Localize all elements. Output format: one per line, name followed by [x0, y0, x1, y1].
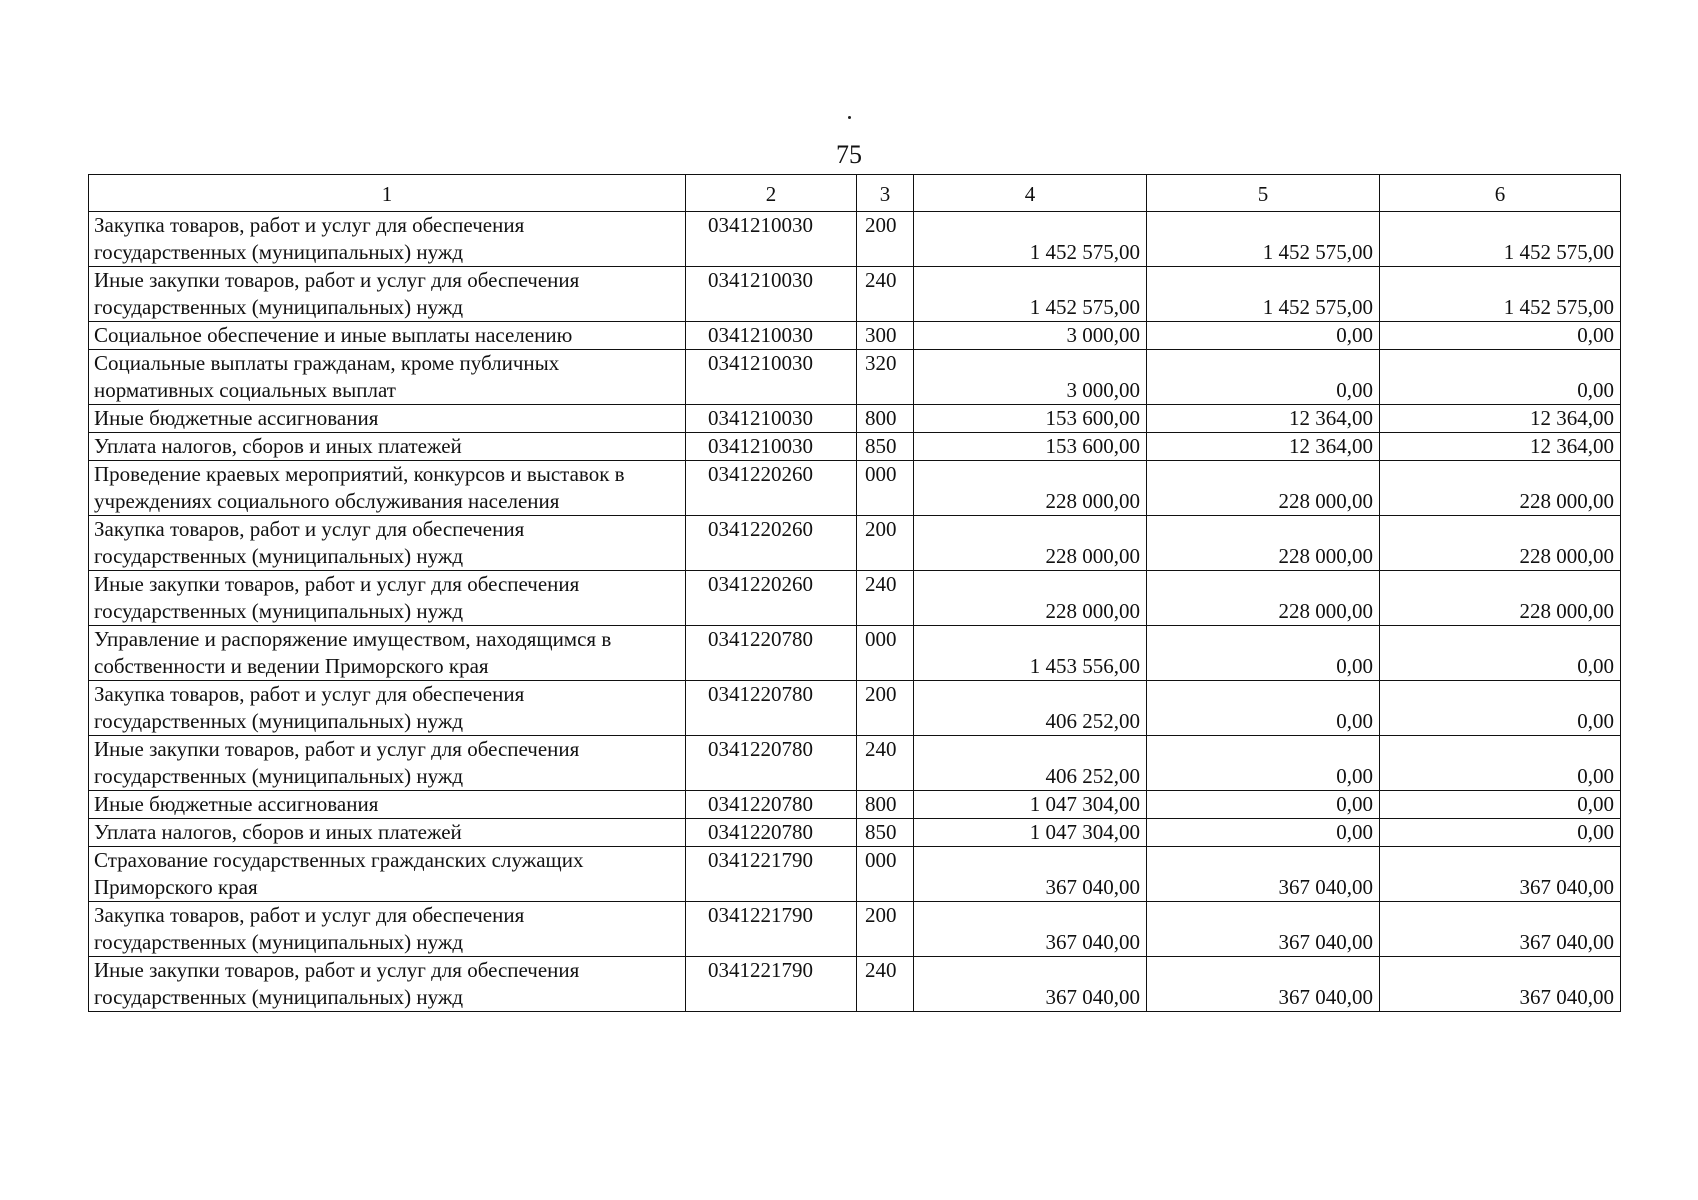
row-value-col6-cell: 0,00	[1380, 626, 1621, 681]
row-code-cell: 0341220780	[686, 791, 857, 819]
table-row	[89, 267, 1621, 322]
row-name-cell: Управление и распоряжение имуществом, находящимся в собственности и ведении Приморского края	[89, 626, 686, 681]
row-value-col4-cell: 1 452 575,00	[914, 267, 1147, 322]
row-code-cell: 0341220260	[686, 516, 857, 571]
row-name-cell: Проведение краевых мероприятий, конкурсов и выставок в учреждениях социального обслуживания населения	[89, 461, 686, 516]
row-value-col4-cell: 153 600,00	[914, 433, 1147, 461]
row-value-col4-cell: 406 252,00	[914, 736, 1147, 791]
row-value-col4-cell: 153 600,00	[914, 405, 1147, 433]
row-value-col6-cell: 367 040,00	[1380, 902, 1621, 957]
row-code-cell: 0341220780	[686, 736, 857, 791]
table-row	[89, 957, 1621, 1012]
row-code-cell: 0341210030	[686, 267, 857, 322]
row-name-cell: Иные бюджетные ассигнования	[89, 791, 686, 819]
row-value-col6-cell: 0,00	[1380, 350, 1621, 405]
row-value-col6-cell: 1 452 575,00	[1380, 212, 1621, 267]
table-row	[89, 791, 1621, 819]
row-value-col5-cell: 12 364,00	[1147, 405, 1380, 433]
table-row	[89, 736, 1621, 791]
row-value-col6-cell: 12 364,00	[1380, 405, 1621, 433]
column-number-header-row	[89, 175, 1621, 212]
row-type-cell: 240	[857, 957, 914, 1012]
row-name-cell: Иные закупки товаров, работ и услуг для обеспечения государственных (муниципальных) нужд	[89, 957, 686, 1012]
row-value-col4-cell: 1 452 575,00	[914, 212, 1147, 267]
row-value-col6-cell: 0,00	[1380, 681, 1621, 736]
row-name-cell: Иные закупки товаров, работ и услуг для обеспечения государственных (муниципальных) нужд	[89, 736, 686, 791]
row-value-col4-cell: 228 000,00	[914, 571, 1147, 626]
row-name-cell: Закупка товаров, работ и услуг для обеспечения государственных (муниципальных) нужд	[89, 902, 686, 957]
row-code-cell: 0341221790	[686, 847, 857, 902]
row-value-col6-cell: 367 040,00	[1380, 957, 1621, 1012]
row-code-cell: 0341210030	[686, 405, 857, 433]
row-value-col4-cell: 3 000,00	[914, 322, 1147, 350]
row-type-cell: 240	[857, 571, 914, 626]
row-code-cell: 0341220780	[686, 681, 857, 736]
row-code-cell: 0341220780	[686, 626, 857, 681]
row-code-cell: 0341220780	[686, 819, 857, 847]
row-value-col4-cell: 367 040,00	[914, 957, 1147, 1012]
row-value-col5-cell: 0,00	[1147, 322, 1380, 350]
table-row	[89, 902, 1621, 957]
row-code-cell: 0341221790	[686, 957, 857, 1012]
table-row	[89, 571, 1621, 626]
row-code-cell: 0341221790	[686, 902, 857, 957]
row-code-cell: 0341210030	[686, 322, 857, 350]
row-type-cell: 300	[857, 322, 914, 350]
row-value-col6-cell: 367 040,00	[1380, 847, 1621, 902]
scan-dot-mark	[848, 116, 851, 119]
row-name-cell: Закупка товаров, работ и услуг для обеспечения государственных (муниципальных) нужд	[89, 212, 686, 267]
row-value-col4-cell: 367 040,00	[914, 902, 1147, 957]
row-value-col5-cell: 0,00	[1147, 791, 1380, 819]
row-name-cell: Социальное обеспечение и иные выплаты населению	[89, 322, 686, 350]
row-code-cell: 0341210030	[686, 433, 857, 461]
row-name-cell: Уплата налогов, сборов и иных платежей	[89, 433, 686, 461]
row-name-cell: Закупка товаров, работ и услуг для обеспечения государственных (муниципальных) нужд	[89, 681, 686, 736]
row-value-col5-cell: 0,00	[1147, 681, 1380, 736]
row-value-col6-cell: 228 000,00	[1380, 571, 1621, 626]
row-name-cell: Закупка товаров, работ и услуг для обеспечения государственных (муниципальных) нужд	[89, 516, 686, 571]
row-code-cell: 0341210030	[686, 350, 857, 405]
row-type-cell: 200	[857, 516, 914, 571]
table-row	[89, 516, 1621, 571]
row-code-cell: 0341220260	[686, 461, 857, 516]
column-header-1: 1	[89, 175, 686, 212]
row-value-col4-cell: 3 000,00	[914, 350, 1147, 405]
row-type-cell: 200	[857, 681, 914, 736]
column-header-3: 3	[857, 175, 914, 212]
column-header-6: 6	[1380, 175, 1621, 212]
row-value-col5-cell: 0,00	[1147, 626, 1380, 681]
table-row	[89, 461, 1621, 516]
row-value-col6-cell: 228 000,00	[1380, 461, 1621, 516]
row-type-cell: 850	[857, 433, 914, 461]
table-body	[89, 175, 1621, 1012]
row-code-cell: 0341210030	[686, 212, 857, 267]
row-type-cell: 200	[857, 212, 914, 267]
row-value-col5-cell: 228 000,00	[1147, 516, 1380, 571]
row-value-col5-cell: 0,00	[1147, 819, 1380, 847]
row-type-cell: 000	[857, 847, 914, 902]
row-type-cell: 000	[857, 626, 914, 681]
row-type-cell: 000	[857, 461, 914, 516]
row-value-col6-cell: 12 364,00	[1380, 433, 1621, 461]
row-code-cell: 0341220260	[686, 571, 857, 626]
row-type-cell: 240	[857, 736, 914, 791]
table-row	[89, 626, 1621, 681]
row-value-col6-cell: 0,00	[1380, 791, 1621, 819]
table-row	[89, 350, 1621, 405]
row-name-cell: Социальные выплаты гражданам, кроме публичных нормативных социальных выплат	[89, 350, 686, 405]
row-value-col5-cell: 0,00	[1147, 736, 1380, 791]
row-name-cell: Уплата налогов, сборов и иных платежей	[89, 819, 686, 847]
table-row	[89, 847, 1621, 902]
row-type-cell: 240	[857, 267, 914, 322]
row-type-cell: 850	[857, 819, 914, 847]
table-row	[89, 433, 1621, 461]
row-value-col5-cell: 1 452 575,00	[1147, 267, 1380, 322]
row-type-cell: 320	[857, 350, 914, 405]
row-value-col5-cell: 0,00	[1147, 350, 1380, 405]
row-value-col4-cell: 228 000,00	[914, 516, 1147, 571]
row-value-col6-cell: 1 452 575,00	[1380, 267, 1621, 322]
row-type-cell: 200	[857, 902, 914, 957]
row-value-col5-cell: 367 040,00	[1147, 902, 1380, 957]
table-row	[89, 819, 1621, 847]
row-name-cell: Страхование государственных гражданских служащих Приморского края	[89, 847, 686, 902]
row-value-col4-cell: 1 047 304,00	[914, 791, 1147, 819]
page-number: 75	[836, 140, 862, 169]
table-row	[89, 405, 1621, 433]
table-row	[89, 681, 1621, 736]
row-value-col5-cell: 367 040,00	[1147, 957, 1380, 1012]
row-value-col4-cell: 1 453 556,00	[914, 626, 1147, 681]
column-header-2: 2	[686, 175, 857, 212]
row-value-col6-cell: 0,00	[1380, 736, 1621, 791]
row-value-col5-cell: 1 452 575,00	[1147, 212, 1380, 267]
row-type-cell: 800	[857, 791, 914, 819]
row-value-col4-cell: 1 047 304,00	[914, 819, 1147, 847]
row-value-col5-cell: 367 040,00	[1147, 847, 1380, 902]
row-name-cell: Иные закупки товаров, работ и услуг для обеспечения государственных (муниципальных) нужд	[89, 571, 686, 626]
row-value-col4-cell: 406 252,00	[914, 681, 1147, 736]
table-row	[89, 212, 1621, 267]
row-value-col4-cell: 228 000,00	[914, 461, 1147, 516]
column-header-4: 4	[914, 175, 1147, 212]
table-row	[89, 322, 1621, 350]
row-value-col4-cell: 367 040,00	[914, 847, 1147, 902]
row-name-cell: Иные бюджетные ассигнования	[89, 405, 686, 433]
row-type-cell: 800	[857, 405, 914, 433]
row-value-col6-cell: 0,00	[1380, 819, 1621, 847]
column-header-5: 5	[1147, 175, 1380, 212]
row-name-cell: Иные закупки товаров, работ и услуг для обеспечения государственных (муниципальных) нужд	[89, 267, 686, 322]
row-value-col5-cell: 228 000,00	[1147, 571, 1380, 626]
row-value-col6-cell: 0,00	[1380, 322, 1621, 350]
row-value-col6-cell: 228 000,00	[1380, 516, 1621, 571]
row-value-col5-cell: 228 000,00	[1147, 461, 1380, 516]
budget-table	[88, 174, 1621, 1012]
row-value-col5-cell: 12 364,00	[1147, 433, 1380, 461]
